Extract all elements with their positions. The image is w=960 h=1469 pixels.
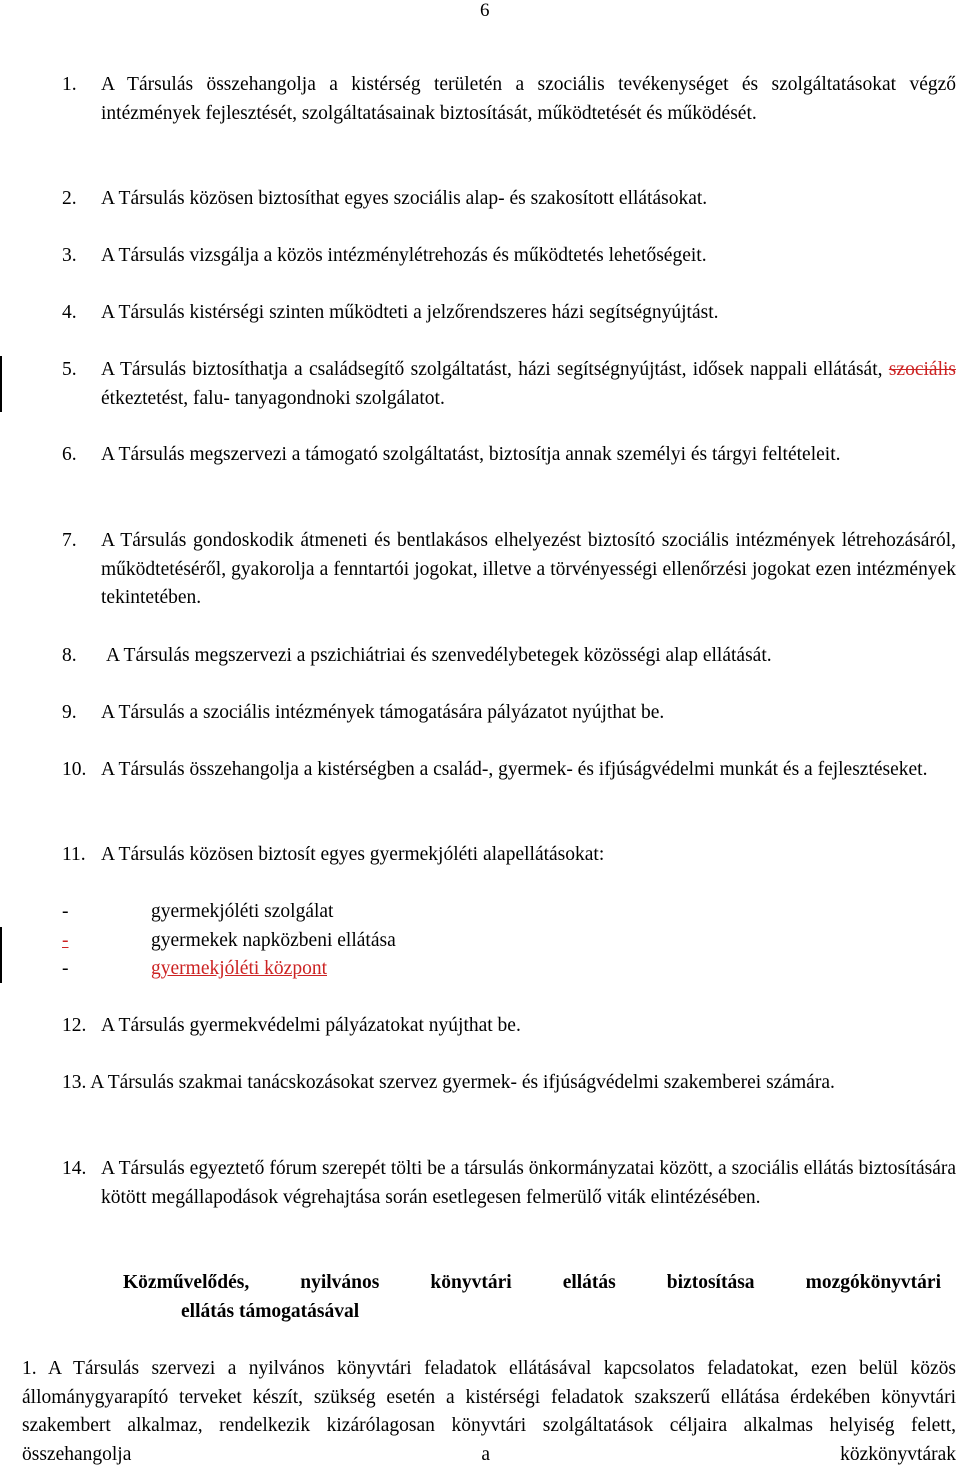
heading-line-1: Közművelődés, nyilvános könyvtári ellátás biztosítása mozgókönyvtári	[123, 1272, 941, 1293]
item-number: 13.	[62, 1072, 87, 1093]
body-paragraph: 1. A Társulás szervezi a nyilvános könyvtári feladatok ellátásával kapcsolatos feladatokat, ezen belül közös állománygyarapító terveket készít, szükség esetén a kistérségi feladatok szakszerű ellátása érdekében könyvtári szakembert alkalmaz, rendelkezik kizárólagosan könyvtári szolgáltatások céljaira alkalmas helyiség felett, összehangolja a közkönyvtárak	[22, 1358, 956, 1465]
list-item	[62, 841, 956, 870]
list-item	[62, 441, 956, 470]
list-item	[62, 356, 956, 413]
dash-item-text: gyermekek napközbeni ellátása	[151, 930, 396, 951]
list-item	[62, 1012, 956, 1041]
item-number: 6.	[62, 444, 77, 465]
item-text: A Társulás közösen biztosít egyes gyermekjóléti alapellátásokat:	[101, 844, 605, 865]
item-number: 5.	[62, 359, 77, 380]
revision-change-bar	[0, 927, 2, 983]
item-number: 1.	[62, 74, 77, 95]
item-number: 8.	[62, 645, 77, 666]
list-item	[62, 299, 956, 328]
item-text: A Társulás összehangolja a kistérség területén a szociális tevékenységet és szolgáltatásokat végző intézmények fejlesztését, szolgáltatásainak biztosítását, működtetését és működését.	[101, 74, 956, 124]
list-item	[62, 242, 956, 271]
list-item	[62, 1069, 956, 1098]
item-text: 13. A Társulás szakmai tanácskozásokat szervez gyermek- és ifjúságvédelmi szakemberei számára.	[62, 1072, 835, 1093]
item-number: 11.	[62, 844, 86, 865]
item-number: 7.	[62, 530, 77, 551]
item-number: 4.	[62, 302, 77, 323]
dash-bullet: -	[62, 930, 69, 951]
item-number: 2.	[62, 188, 77, 209]
item-text: A Társulás közösen biztosíthat egyes szociális alap- és szakosított ellátásokat.	[101, 188, 708, 209]
item-number: 14.	[62, 1158, 87, 1179]
list-item	[62, 527, 956, 613]
heading-line-2: ellátás támogatásával	[181, 1300, 360, 1322]
item-text-before: A Társulás biztosíthatja a családsegítő szolgáltatást, házi segítségnyújtást, idősek nappali ellátását,	[101, 359, 889, 380]
item-text: A Társulás gyermekvédelmi pályázatokat nyújthat be.	[101, 1015, 521, 1036]
item-text: A Társulás összehangolja a kistérségben a család-, gyermek- és ifjúságvédelmi munkát és a fejlesztéseket.	[101, 759, 928, 780]
deleted-text: szociális	[888, 359, 956, 380]
item-text	[101, 356, 956, 413]
item-text: A Társulás kistérségi szinten működteti a jelzőrendszeres házi segítségnyújtást.	[101, 302, 719, 323]
item-text: A Társulás megszervezi a pszichiátriai és szenvedélybetegek közösségi alap ellátását.	[106, 645, 772, 666]
item-text: A Társulás megszervezi a támogató szolgáltatást, biztosítja annak személyi és tárgyi feltételeit.	[101, 444, 841, 465]
item-text: A Társulás a szociális intézmények támogatására pályázatot nyújthat be.	[101, 702, 665, 723]
item-number: 12.	[62, 1015, 87, 1036]
page-number: 6	[480, 0, 490, 21]
dash-bullet: -	[62, 958, 69, 979]
list-item	[62, 71, 956, 128]
item-text: A Társulás vizsgálja a közös intézménylétrehozás és működtetés lehetőségeit.	[101, 245, 707, 266]
item-number: 9.	[62, 702, 77, 723]
inserted-text: gyermekjóléti központ	[151, 958, 327, 979]
section-heading	[123, 1269, 941, 1326]
item-text-after: étkeztetést, falu- tanyagondnoki szolgálatot.	[101, 387, 445, 409]
dash-bullet: -	[62, 901, 69, 922]
item-number: 10.	[62, 759, 87, 780]
revision-change-bar	[0, 356, 2, 412]
item-number: 3.	[62, 245, 77, 266]
item-text: A Társulás egyeztető fórum szerepét tölti be a társulás önkormányzatai között, a szociális ellátás biztosítására kötött megállapodások végrehajtása során esetlegesen felmerülő viták elintézésében.	[101, 1158, 956, 1208]
item-text: A Társulás gondoskodik átmeneti és bentlakásos elhelyezést biztosító szociális intézmények létrehozásáról, működtetéséről, gyakorolja a fenntartói jogokat, illetve a törvényességi ellenőrzési jogokat ezen intézmények tekintetében.	[101, 530, 956, 608]
list-item	[62, 642, 956, 671]
list-item	[62, 185, 956, 214]
list-item	[62, 1155, 956, 1212]
dash-item-text: gyermekjóléti szolgálat	[151, 901, 334, 922]
list-item	[62, 756, 956, 785]
list-item	[62, 699, 956, 728]
